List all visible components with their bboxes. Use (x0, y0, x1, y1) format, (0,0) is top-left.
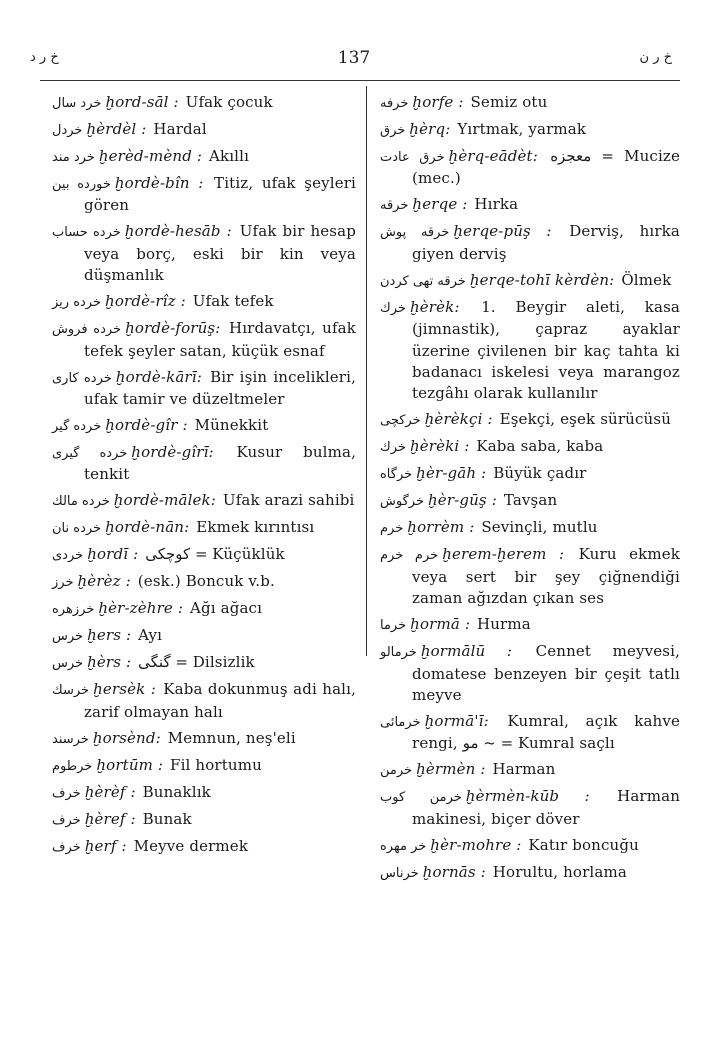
entry-arabic: خردل (52, 123, 83, 138)
entry-definition: Titiz, ufak şeyleri gören (84, 174, 356, 215)
entry-definition: Kaba saba, kaba (476, 437, 604, 456)
dictionary-entry (380, 409, 680, 431)
entry-headword: ḫersèk : (93, 680, 156, 699)
entry-definition: Sevinçli, mutlu (481, 518, 598, 537)
dictionary-entry (52, 728, 356, 750)
entry-definition: Ekmek kırıntısı (196, 518, 315, 537)
entry-headword: ḫerqe-tohī kèrdèn: (469, 270, 615, 289)
entry-definition: Memnun, neş'eli (167, 728, 296, 747)
entry-arabic: خرده كارى (52, 370, 112, 386)
entry-headword: ḫordè-forūş: (125, 319, 221, 338)
entry-definition: Derviş, hırka giyen derviş (412, 222, 680, 263)
entry-headword: ḫèr-gūş : (427, 491, 497, 510)
entry-headword: ḫordè-gîr : (105, 416, 188, 435)
dictionary-entry (52, 679, 356, 723)
entry-headword: ḫordè-mālek: (113, 491, 216, 510)
entry-arabic: خرده نان (52, 521, 102, 537)
entry-arabic: خرف (52, 839, 81, 855)
entry-arabic: خرقه پوش (380, 225, 450, 241)
entry-headword: ḫordè-kārī: (115, 367, 202, 386)
entry-arabic: خرما (380, 618, 407, 634)
entry-definition: Ufak tefek (192, 292, 274, 311)
entry-arabic: خورده بين (52, 177, 111, 192)
dictionary-entry (380, 786, 680, 830)
entry-arabic: خرمائى (380, 715, 421, 731)
entry-headword: ḫèr-gāh : (416, 464, 487, 483)
entry-headword: ḫorsènd: (92, 728, 161, 747)
entry-arabic: خرده گيرى (52, 446, 128, 462)
dictionary-entry (52, 571, 356, 593)
dictionary-entry (380, 146, 680, 190)
dictionary-entry (52, 221, 356, 286)
entry-definition: معجزه = Mucize (mec.) (412, 147, 680, 188)
dictionary-entry (52, 291, 356, 313)
dictionary-entry (380, 92, 680, 114)
entry-arabic: خرف (52, 785, 81, 801)
entry-definition: Ufak arazi sahibi (222, 491, 355, 510)
entry-arabic: خرس (52, 656, 84, 672)
dictionary-entry (52, 367, 356, 411)
entry-definition: Ayı (138, 626, 163, 645)
dictionary-entry (380, 490, 680, 512)
entry-headword: ḫers : (87, 626, 132, 645)
header-left-guide: خ ر د (30, 50, 59, 65)
entry-definition: Tavşan (503, 491, 558, 510)
dictionary-entry (52, 442, 356, 486)
entry-headword: ḫerqe : (412, 195, 468, 214)
entry-definition: گنگى = Dilsizlik (138, 653, 255, 672)
dictionary-entry (380, 517, 680, 539)
entry-headword: ḫormā'ī: (424, 712, 489, 731)
dictionary-entry (52, 652, 356, 674)
dictionary-entry (380, 759, 680, 781)
entry-definition: Ufak çocuk (185, 93, 273, 111)
entry-headword: ḫèrs : (87, 653, 132, 672)
dictionary-entry (52, 318, 356, 362)
entry-arabic: خرزهره (52, 602, 95, 618)
entry-arabic: خرگاه (380, 467, 413, 483)
entry-definition: Katır boncuğu (528, 835, 639, 854)
entry-definition: Meyve dermek (133, 836, 249, 855)
entry-arabic: خرز (52, 575, 74, 591)
entry-definition: Bunak (142, 809, 192, 828)
dictionary-entry (52, 92, 356, 114)
entry-definition: Horultu, horlama (492, 862, 627, 881)
entry-arabic: خرفه (380, 96, 409, 111)
entry-headword: ḫerf : (84, 836, 127, 855)
dictionary-entry (380, 835, 680, 857)
entry-arabic: خرق عادت (380, 150, 445, 165)
dictionary-entry (52, 625, 356, 647)
entry-arabic: خرم (380, 521, 404, 537)
dictionary-entry (52, 755, 356, 777)
entry-definition: Büyük çadır (493, 464, 587, 483)
entry-headword: ḫèrmèn-kūb : (465, 787, 590, 806)
entry-definition: Ölmek (621, 270, 672, 289)
entry-arabic: خردى (52, 548, 84, 564)
entry-definition: Yırtmak, yarmak (457, 120, 587, 138)
entry-arabic: خرده گير (52, 419, 102, 435)
header-right-guide: خ ر ن (639, 50, 672, 65)
entry-headword: ḫormā : (410, 615, 471, 634)
entry-headword: ḫèr-zèhre : (98, 599, 184, 618)
dictionary-entry (52, 415, 356, 437)
entry-definition: Akıllı (209, 147, 250, 165)
entry-headword: ḫèrèkçi : (424, 410, 493, 429)
entry-arabic: خرك (380, 440, 406, 456)
dictionary-entry (52, 809, 356, 831)
entry-headword: ḫordī : (87, 545, 139, 564)
entry-definition: Hardal (153, 120, 207, 138)
dictionary-entry (52, 598, 356, 620)
entry-arabic: خرمالو (380, 645, 417, 661)
dictionary-entry (52, 544, 356, 566)
dictionary-entry (52, 146, 356, 168)
dictionary-entry (52, 836, 356, 858)
entry-definition: 1. Beygir aleti, kasa (jimnastik), çapraz ayaklar üzerine çivilenen bir kaç tahta ki badanacı iskelesi veya marangoz tezgâhı olarak kullanılır (412, 297, 681, 403)
entry-definition: Hırka (474, 195, 519, 214)
entry-headword: ḫèref : (84, 809, 136, 828)
entry-definition: Semiz otu (470, 93, 548, 111)
entry-definition: Bunaklık (142, 782, 211, 801)
entry-definition: Hurma (476, 615, 531, 634)
entry-definition: Hırdavatçı, ufak tefek şeyler satan, küçük esnaf (84, 319, 357, 360)
dictionary-entry (52, 782, 356, 804)
dictionary-entry (380, 270, 680, 292)
entry-headword: ḫèrmèn : (416, 760, 486, 779)
entry-headword: ḫèrèf : (84, 782, 136, 801)
dictionary-entry (380, 194, 680, 216)
right-column (380, 92, 680, 889)
entry-definition: Kuru ekmek veya sert bir şey çiğnendiği zaman ağızdan çıkan ses (412, 545, 680, 608)
entry-headword: ḫerèd-mènd : (98, 147, 203, 165)
entry-headword: ḫormālū : (420, 642, 513, 661)
entry-headword: ḫorfe : (412, 93, 464, 111)
dictionary-entry (52, 173, 356, 217)
entry-definition: Münekkit (194, 416, 269, 435)
entry-arabic: خرسك (52, 683, 90, 699)
dictionary-entry (380, 544, 680, 609)
entry-definition: كوچكى = Küçüklük (145, 545, 285, 564)
entry-headword: ḫèrdèl : (86, 120, 147, 138)
dictionary-entry (380, 463, 680, 485)
entry-headword: ḫordè-bîn : (114, 174, 204, 192)
entry-arabic: خرمن (380, 763, 413, 779)
entry-headword: ḫèrq-eādèt: (448, 147, 538, 165)
entry-headword: ḫordè-nān: (105, 518, 190, 537)
entry-arabic: خركچى (380, 413, 421, 429)
page-header (0, 46, 708, 76)
entry-arabic: خرس (52, 629, 84, 645)
dictionary-entry (380, 297, 680, 405)
column-divider (366, 86, 367, 656)
entry-arabic: خرك (380, 300, 406, 316)
entry-arabic: خرق (380, 123, 406, 138)
entry-headword: ḫortūm : (96, 755, 164, 774)
dictionary-entry (380, 221, 680, 265)
dictionary-entry (52, 490, 356, 512)
entry-headword: ḫordè-rîz : (105, 292, 186, 311)
entry-headword: ḫèr-mohre : (430, 835, 522, 854)
entry-definition: Eşekçi, eşek sürücüsü (499, 410, 672, 429)
entry-arabic: خرده فروش (52, 322, 122, 338)
entry-arabic: خرده حساب (52, 225, 121, 241)
dictionary-entry (380, 436, 680, 458)
dictionary-entry (380, 119, 680, 141)
entry-arabic: خرمن كوب (380, 790, 462, 806)
entry-arabic: خرد مند (52, 150, 95, 165)
entry-headword: ḫordè-hesāb : (124, 222, 232, 241)
entry-arabic: خرسند (52, 731, 89, 747)
entry-headword: ḫerqe-pūş : (453, 222, 552, 241)
dictionary-entry (52, 517, 356, 539)
dictionary-entry (52, 119, 356, 141)
dictionary-entry (380, 614, 680, 636)
entry-headword: ḫèrq: (409, 120, 451, 138)
dictionary-entry (380, 711, 680, 755)
entry-headword: ḫèrèk: (409, 297, 460, 316)
entry-definition: Harman (492, 760, 556, 779)
left-column (52, 92, 356, 863)
entry-definition: Kumral, açık kahve rengi, مو ~ = Kumral saçlı (412, 712, 681, 753)
entry-definition: Kaba dokunmuş adi halı, zarif olmayan halı (84, 680, 356, 721)
entry-arabic: خرطوم (52, 758, 93, 774)
entry-headword: ḫèrèki : (409, 437, 470, 456)
entry-arabic: خرم خرم (380, 548, 439, 564)
entry-arabic: خرقه (380, 198, 409, 214)
entry-definition: Bir işin incelikleri, ufak tamir ve düzeltmeler (84, 367, 356, 409)
entry-arabic: خرده ريز (52, 295, 102, 311)
entry-headword: ḫorrèm : (407, 518, 475, 537)
page-number: 137 (337, 48, 371, 68)
entry-arabic: خرف (52, 812, 81, 828)
entry-headword: ḫerem-ḫerem : (442, 545, 565, 564)
entry-definition: Kusur bulma, tenkit (84, 443, 357, 484)
entry-definition: Cennet meyvesi, domatese benzeyen bir çeşit tatlı meyve (412, 642, 680, 705)
entry-definition: Fil hortumu (170, 755, 262, 774)
entry-definition: Harman makinesi, biçer döver (412, 787, 681, 828)
entry-headword: ḫord-sāl : (105, 93, 179, 111)
dictionary-entry (380, 641, 680, 706)
entry-headword: ḫordè-gîrī: (131, 443, 214, 462)
entry-definition: (esk.) Boncuk v.b. (137, 572, 275, 591)
entry-definition: Ağı ağacı (190, 599, 263, 618)
entry-arabic: خرقه تهى كردن (380, 273, 466, 289)
header-rule (40, 80, 680, 81)
entry-definition: Ufak bir hesap veya borç, eski bir kin veya düşmanlık (84, 222, 356, 285)
entry-headword: ḫèrèz : (77, 572, 131, 591)
entry-arabic: خرده مالك (52, 494, 110, 510)
entry-arabic: خرد سال (52, 96, 102, 111)
dictionary-entry (380, 862, 680, 884)
entry-arabic: خرناس (380, 865, 419, 881)
entry-arabic: خر مهره (380, 838, 427, 854)
entry-headword: ḫornās : (422, 862, 486, 881)
entry-arabic: خرگوش (380, 494, 424, 510)
